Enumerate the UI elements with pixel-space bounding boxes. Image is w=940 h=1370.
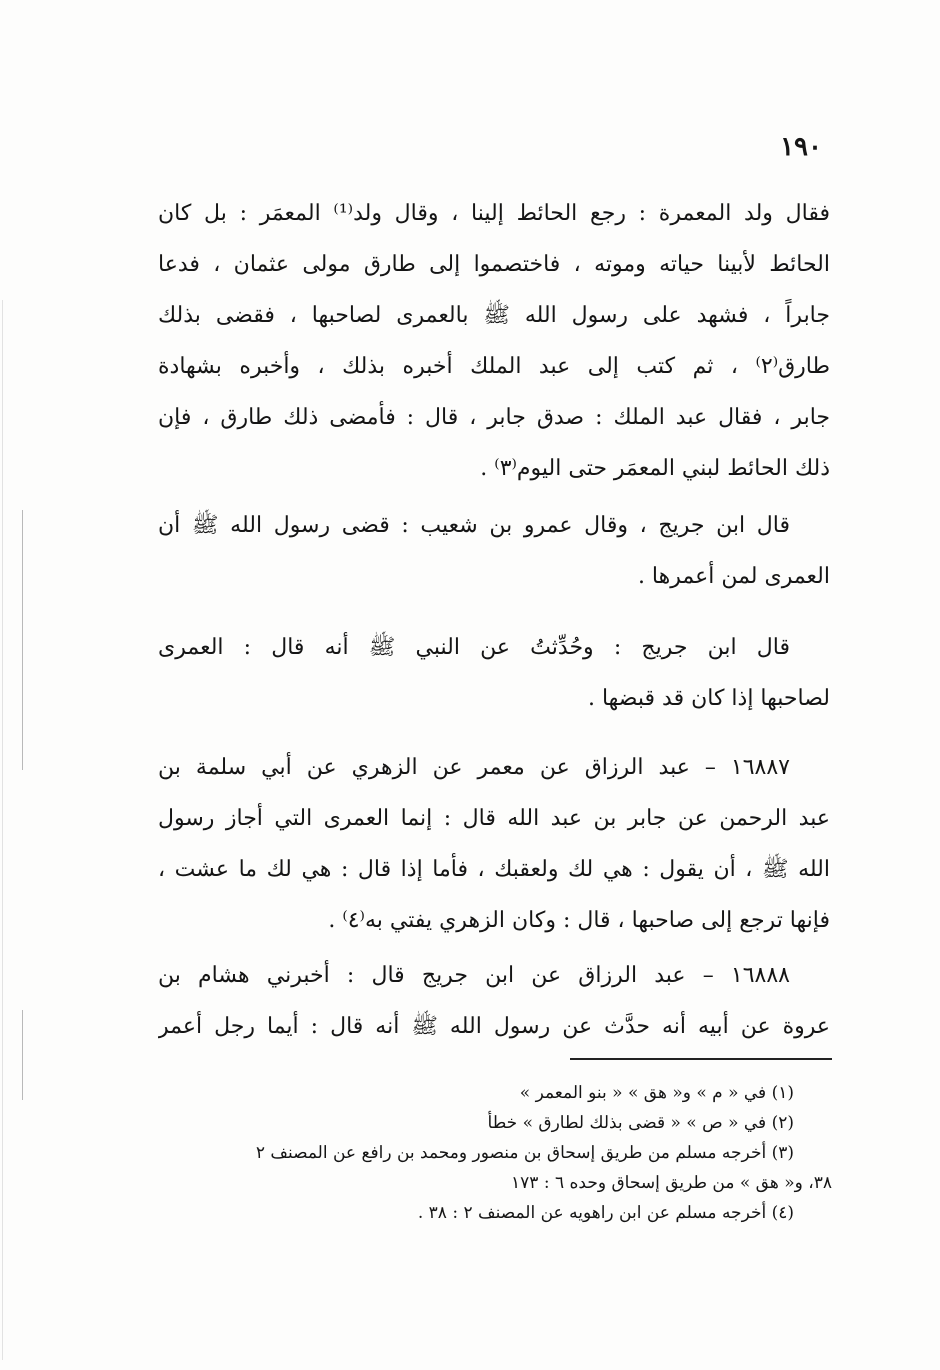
footnote-2: (٢) في « ص » « قضى بذلك لطارق » خطأ xyxy=(487,1113,794,1133)
scan-artifact-line xyxy=(22,510,23,770)
footnote-4: (٤) أخرجه مسلم عن ابن راهويه عن المصنف ٢ : ٣٨ . xyxy=(417,1203,794,1223)
paragraph-1 xyxy=(158,188,830,494)
hadith-16888 xyxy=(158,950,830,1052)
text-line: الحائط لأبينا حياته وموته ، فاختصموا إلى طارق مولى عثمان ، فدعا xyxy=(158,252,830,277)
text-line: جابراً ، فشهد على رسول الله ﷺ بالعمرى لصاحبها ، فقضى بذلك xyxy=(158,303,830,328)
text-line: قال ابن جريج : وحُدِّثتُ عن النبي ﷺ أنه قال : العمرى xyxy=(158,635,790,660)
text-line: قال ابن جريج ، وقال عمرو بن شعيب : قضى رسول الله ﷺ أن xyxy=(158,513,790,538)
text-line: ١٦٨٨٨ – عبد الرزاق عن ابن جريج قال : أخبرني هشام بن xyxy=(158,963,790,988)
page-number: ١٩٠ xyxy=(780,132,822,162)
text-line: فإنها ترجع إلى صاحبها ، قال : وكان الزهري يفتي به⁽٤⁾ . xyxy=(328,908,830,933)
text-line: الله ﷺ ، أن يقول : هي لك ولعقبك ، فأما إذا قال : هي لك ما عشت ، xyxy=(158,857,830,882)
text-line: لصاحبها إذا كان قد قبضها . xyxy=(587,686,830,711)
text-line: جابر ، فقال عبد الملك : صدق جابر ، قال : فأمضى ذلك طارق ، فإن xyxy=(158,405,830,430)
scan-artifact-line xyxy=(22,1010,23,1100)
text-line: فقال ولد المعمرة : رجع الحائط إلينا ، وقال ولد⁽¹⁾ المعمَر : بل كان xyxy=(158,201,830,226)
hadith-16887 xyxy=(158,742,830,946)
text-line: عروة عن أبيه أنه حدَّث عن رسول الله ﷺ أنه قال : أيما رجل أعمر xyxy=(158,1014,830,1039)
footnote-3-continued: ٣٨، و« هق » من طريق إسحاق وحده ٦ : ١٧٣ xyxy=(511,1173,832,1193)
footnote-3: (٣) أخرجه مسلم من طريق إسحاق بن منصور ومحمد بن رافع عن المصنف ٢ xyxy=(255,1143,794,1163)
text-line: عبد الرحمن عن جابر بن عبد الله قال : إنما العمرى التي أجاز رسول xyxy=(158,806,830,831)
footnotes xyxy=(160,1078,832,1228)
text-line: ذلك الحائط لبني المعمَر حتى اليوم⁽٣⁾ . xyxy=(480,456,830,481)
paragraph-3 xyxy=(158,622,830,724)
footnote-divider xyxy=(570,1058,832,1060)
text-line: ١٦٨٨٧ – عبد الرزاق عن معمر عن الزهري عن أبي سلمة بن xyxy=(158,755,790,780)
text-line: العمرى لمن أعمرها . xyxy=(637,564,830,589)
scan-artifact-line xyxy=(2,300,3,1360)
text-line: طارق⁽٢⁾ ، ثم كتب إلى عبد الملك أخبره بذلك ، وأخبره بشهادة xyxy=(158,354,830,379)
footnote-1: (١) في « م » و« هق » « بنو المعمر » xyxy=(519,1083,794,1103)
paragraph-2 xyxy=(158,500,830,602)
